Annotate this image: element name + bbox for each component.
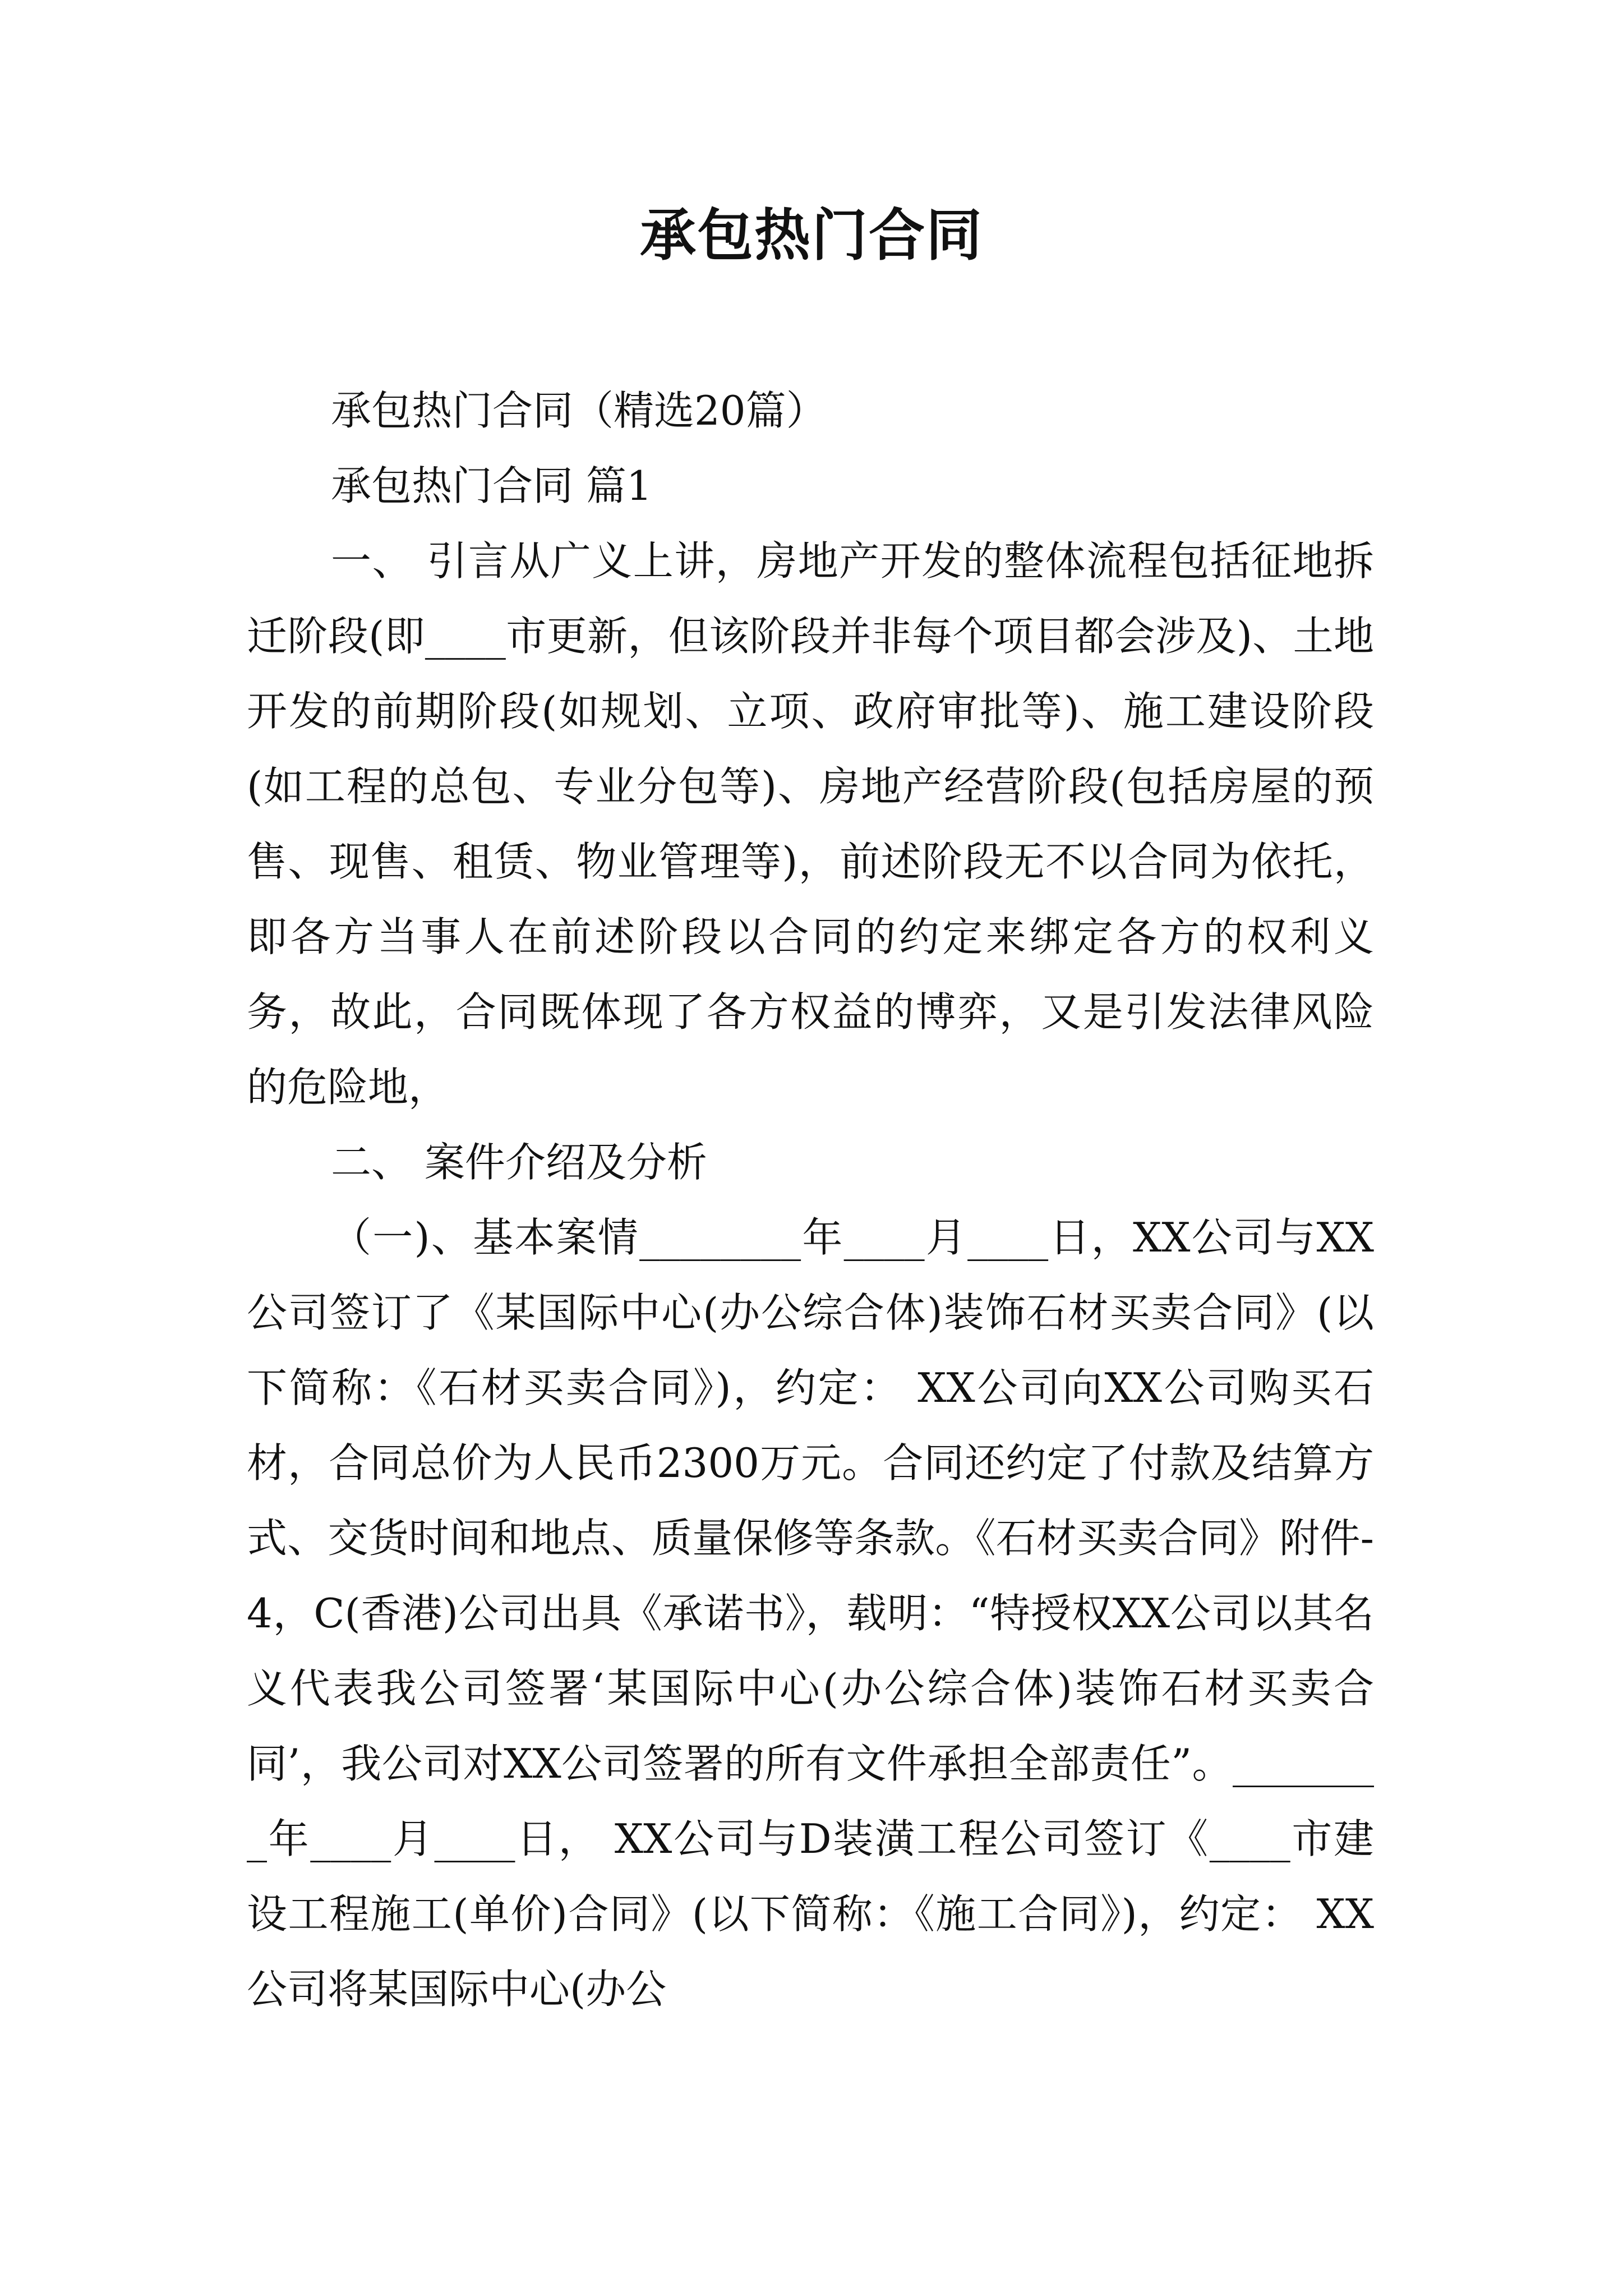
case-paragraph: （一)、基本案情________年____月____日，XX公司与XX公司签订了《某国际中心(办公综合体)装饰石材买卖合同》(以下简称：《石材买卖合同》)，约定： XX公司向XX公司购买石材，合同总价为人民币2300万元。合同还约定了付款及结算方式、交货时间和地点、质量保修等条款。《石材买卖合同》附件-4，C(香港)公司出具《承诺书》，载明：“特授权XX公司以其名义代表我公司签署‘某国际中心(办公综合体)装饰石材买卖合同’，我公司对XX公司签署的所有文件承担全部责任”。________年____月____日， XX公司与D装潢工程公司签订《____市建设工程施工(单价)合同》(以下简称：《施工合同》)，约定： XX公司将某国际中心(办公	[247, 1214, 1374, 2013]
case-heading: 二、 案件介绍及分析	[331, 1139, 707, 1186]
section-heading: 承包热门合同 篇1	[331, 462, 652, 509]
document-body	[247, 373, 1374, 2027]
document-title: 承包热门合同	[640, 203, 983, 268]
intro-paragraph: 一、 引言从广义上讲，房地产开发的整体流程包括征地拆迁阶段(即____市更新，但该阶段并非每个项目都会涉及)、土地开发的前期阶段(如规划、立项、政府审批等)、施工建设阶段(如工程的总包、专业分包等)、房地产经营阶段(包括房屋的预售、现售、租赁、物业管理等)，前述阶段无不以合同为依托，即各方当事人在前述阶段以合同的约定来绑定各方的权利义务，故此，合同既体现了各方权益的博弈，又是引发法律风险的危险地，	[247, 537, 1374, 1111]
subtitle-paragraph: 承包热门合同（精选20篇）	[331, 387, 827, 434]
